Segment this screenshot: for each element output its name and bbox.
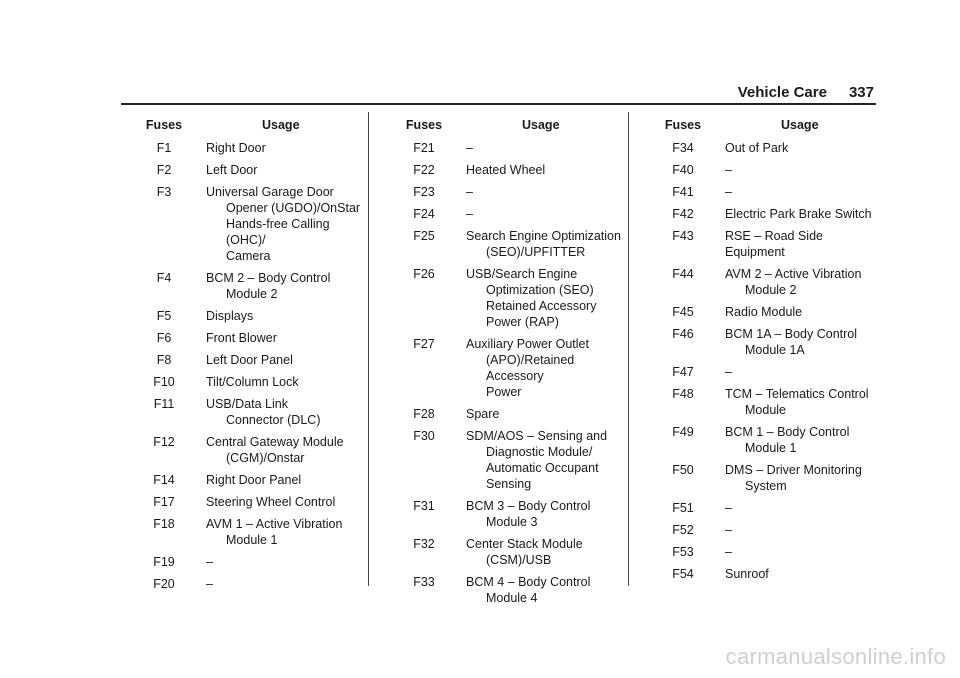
table-row: [398, 428, 623, 492]
fuse-usage: [725, 462, 877, 494]
table-row: [398, 406, 623, 422]
usage-line: (CGM)/Onstar: [226, 451, 305, 465]
usage-line: BCM 3 – Body Control: [466, 499, 591, 513]
fuse-usage: [725, 500, 877, 516]
page-number: 337: [848, 84, 874, 101]
fuse-id: F46: [672, 327, 694, 341]
table-row: [138, 434, 363, 466]
table-row: [138, 576, 363, 592]
usage-line: –: [466, 185, 473, 199]
table-row: [657, 364, 877, 380]
usage-column-header: Usage: [781, 118, 819, 132]
fuse-usage: [466, 140, 623, 156]
table-row: [657, 566, 877, 582]
table-row: [138, 352, 363, 368]
fuse-id: F12: [153, 435, 175, 449]
usage-line: TCM – Telematics Control: [725, 387, 869, 401]
table-row: [657, 184, 877, 200]
fuse-id: F1: [156, 141, 172, 155]
usage-line: Hands-free Calling (OHC)/: [226, 217, 330, 247]
table-row: [398, 336, 623, 400]
fuse-usage: [206, 516, 363, 548]
fuse-id: F8: [156, 353, 172, 367]
table-row: [138, 308, 363, 324]
table-row: [657, 266, 877, 298]
fuse-id: F5: [156, 309, 172, 323]
fuse-usage: [206, 308, 363, 324]
usage-line: (APO)/Retained Accessory: [486, 353, 575, 383]
usage-line: –: [725, 523, 732, 537]
fuse-usage: [206, 162, 363, 178]
table-row: [657, 228, 877, 260]
table-row: [657, 326, 877, 358]
usage-line: System: [745, 479, 787, 493]
fuse-usage: [206, 576, 363, 592]
fuse-usage: [466, 266, 623, 330]
table-row: [398, 266, 623, 330]
usage-line: BCM 1 – Body Control: [725, 425, 850, 439]
usage-line: Right Door Panel: [206, 473, 302, 487]
fuse-id: F52: [672, 523, 694, 537]
fuse-id: F17: [153, 495, 175, 509]
usage-line: Module 1: [226, 533, 278, 547]
fuse-id: F49: [672, 425, 694, 439]
usage-line: Center Stack Module: [466, 537, 583, 551]
usage-line: SDM/AOS – Sensing and: [466, 429, 608, 443]
table-row: [657, 522, 877, 538]
fuse-id: F22: [413, 163, 435, 177]
fuse-usage: [725, 386, 877, 418]
usage-line: Spare: [466, 407, 500, 421]
usage-line: (CSM)/USB: [486, 553, 552, 567]
usage-line: Central Gateway Module: [206, 435, 344, 449]
usage-line: Tilt/Column Lock: [206, 375, 299, 389]
fuse-id: F2: [156, 163, 172, 177]
fuse-id: F33: [413, 575, 435, 589]
usage-line: Heated Wheel: [466, 163, 546, 177]
fuses-column-header: Fuses: [145, 118, 183, 132]
fuse-table-column-1: [138, 117, 363, 598]
table-row: [398, 574, 623, 606]
fuse-usage: [206, 554, 363, 570]
usage-line: –: [206, 555, 213, 569]
column-divider: [628, 112, 629, 586]
usage-line: Auxiliary Power Outlet: [466, 337, 589, 351]
table-row: [657, 386, 877, 418]
fuses-column-header: Fuses: [405, 118, 443, 132]
fuse-usage: [725, 266, 877, 298]
fuses-column-header: Fuses: [664, 118, 702, 132]
fuse-usage: [206, 396, 363, 428]
fuse-id: F48: [672, 387, 694, 401]
fuse-usage: [466, 406, 623, 422]
usage-line: Right Door: [206, 141, 266, 155]
fuse-id: F23: [413, 185, 435, 199]
usage-line: –: [725, 545, 732, 559]
table-row: [398, 184, 623, 200]
watermark: carmanualsonline.info: [725, 644, 946, 669]
table-row: [398, 140, 623, 156]
usage-line: Power (RAP): [486, 315, 559, 329]
usage-line: Module 2: [745, 283, 797, 297]
usage-line: Diagnostic Module/: [486, 445, 593, 459]
fuse-usage: [466, 162, 623, 178]
fuse-id: F6: [156, 331, 172, 345]
fuse-usage: [725, 184, 877, 200]
fuse-usage: [725, 206, 877, 222]
table-row: [657, 304, 877, 320]
usage-line: BCM 4 – Body Control: [466, 575, 591, 589]
fuse-usage: [206, 184, 363, 264]
usage-line: –: [466, 141, 473, 155]
usage-column-header: Usage: [522, 118, 560, 132]
table-row: [398, 228, 623, 260]
usage-line: Connector (DLC): [226, 413, 321, 427]
usage-line: –: [725, 501, 732, 515]
table-row: [398, 536, 623, 568]
fuse-usage: [725, 424, 877, 456]
usage-line: Module 3: [486, 515, 538, 529]
usage-column-header: Usage: [262, 118, 300, 132]
usage-line: Out of Park: [725, 141, 789, 155]
fuse-id: F41: [672, 185, 694, 199]
usage-line: Module: [745, 403, 786, 417]
fuse-id: F4: [156, 271, 172, 285]
usage-line: (SEO)/UPFITTER: [486, 245, 586, 259]
usage-line: BCM 1A – Body Control: [725, 327, 858, 341]
fuse-id: F30: [413, 429, 435, 443]
fuse-id: F20: [153, 577, 175, 591]
fuse-usage: [466, 428, 623, 492]
fuse-id: F10: [153, 375, 175, 389]
fuse-usage: [206, 434, 363, 466]
usage-line: Module 1A: [745, 343, 805, 357]
usage-line: –: [725, 185, 732, 199]
fuse-id: F26: [413, 267, 435, 281]
usage-line: Front Blower: [206, 331, 277, 345]
fuse-id: F44: [672, 267, 694, 281]
fuse-id: F42: [672, 207, 694, 221]
fuse-id: F28: [413, 407, 435, 421]
fuse-id: F54: [672, 567, 694, 581]
usage-line: –: [466, 207, 473, 221]
usage-line: Sensing: [486, 477, 532, 491]
fuse-usage: [725, 304, 877, 320]
fuse-usage: [466, 336, 623, 400]
usage-line: Camera: [226, 249, 271, 263]
table-header: [138, 117, 363, 133]
fuse-id: F24: [413, 207, 435, 221]
fuse-id: F34: [672, 141, 694, 155]
usage-line: Module 2: [226, 287, 278, 301]
usage-line: Optimization (SEO): [486, 283, 594, 297]
table-row: [138, 516, 363, 548]
table-header: [398, 117, 623, 133]
fuse-id: F14: [153, 473, 175, 487]
page-header: [738, 84, 874, 101]
usage-line: Radio Module: [725, 305, 803, 319]
fuse-usage: [725, 162, 877, 178]
table-row: [657, 544, 877, 560]
section-title: Vehicle Care: [737, 84, 827, 101]
fuse-id: F11: [153, 397, 175, 411]
fuse-usage: [725, 326, 877, 358]
usage-line: Retained Accessory: [486, 299, 597, 313]
fuse-id: F19: [153, 555, 175, 569]
fuse-usage: [466, 536, 623, 568]
fuse-id: F21: [413, 141, 435, 155]
table-row: [657, 424, 877, 456]
fuse-id: F45: [672, 305, 694, 319]
table-row: [657, 206, 877, 222]
fuse-usage: [725, 140, 877, 156]
fuse-usage: [466, 498, 623, 530]
usage-line: AVM 2 – Active Vibration: [725, 267, 862, 281]
fuse-id: F47: [672, 365, 694, 379]
usage-line: Left Door: [206, 163, 258, 177]
usage-line: Automatic Occupant: [486, 461, 599, 475]
fuse-usage: [206, 494, 363, 510]
table-row: [398, 206, 623, 222]
usage-line: –: [725, 163, 732, 177]
fuse-usage: [725, 522, 877, 538]
usage-line: Electric Park Brake Switch: [725, 207, 872, 221]
usage-line: –: [725, 365, 732, 379]
fuse-id: F32: [413, 537, 435, 551]
usage-line: Opener (UGDO)/OnStar: [226, 201, 361, 215]
usage-line: BCM 2 – Body Control: [206, 271, 331, 285]
fuse-usage: [466, 206, 623, 222]
fuse-id: F25: [413, 229, 435, 243]
usage-line: Sunroof: [725, 567, 769, 581]
table-row: [398, 498, 623, 530]
fuse-id: F53: [672, 545, 694, 559]
fuse-usage: [206, 472, 363, 488]
usage-line: Displays: [206, 309, 254, 323]
fuse-id: F27: [413, 337, 435, 351]
usage-line: Module 1: [745, 441, 797, 455]
table-row: [657, 140, 877, 156]
usage-line: Power: [486, 385, 522, 399]
table-row: [138, 554, 363, 570]
fuse-usage: [206, 352, 363, 368]
fuse-id: F18: [153, 517, 175, 531]
usage-line: Universal Garage Door: [206, 185, 334, 199]
fuse-id: F51: [672, 501, 694, 515]
fuse-usage: [466, 574, 623, 606]
table-row: [138, 270, 363, 302]
table-row: [138, 472, 363, 488]
usage-line: Search Engine Optimization: [466, 229, 621, 243]
fuse-id: F3: [156, 185, 172, 199]
table-row: [138, 140, 363, 156]
usage-line: RSE – Road Side Equipment: [725, 229, 823, 259]
usage-line: –: [206, 577, 213, 591]
fuse-table-column-2: [398, 117, 623, 612]
fuse-usage: [725, 544, 877, 560]
table-row: [138, 162, 363, 178]
fuse-id: F43: [672, 229, 694, 243]
usage-line: DMS – Driver Monitoring: [725, 463, 862, 477]
table-header: [657, 117, 877, 133]
fuse-id: F40: [672, 163, 694, 177]
table-row: [138, 184, 363, 264]
fuse-usage: [206, 140, 363, 156]
fuse-id: F31: [413, 499, 435, 513]
fuse-usage: [206, 270, 363, 302]
table-row: [657, 500, 877, 516]
fuse-id: F50: [672, 463, 694, 477]
table-row: [398, 162, 623, 178]
fuse-usage: [466, 184, 623, 200]
column-divider: [368, 112, 369, 586]
table-row: [138, 330, 363, 346]
fuse-usage: [206, 374, 363, 390]
usage-line: Left Door Panel: [206, 353, 293, 367]
table-row: [657, 162, 877, 178]
table-row: [138, 374, 363, 390]
usage-line: Steering Wheel Control: [206, 495, 336, 509]
fuse-table-column-3: [657, 117, 877, 588]
table-row: [138, 396, 363, 428]
usage-line: AVM 1 – Active Vibration: [206, 517, 343, 531]
fuse-usage: [725, 566, 877, 582]
fuse-usage: [725, 364, 877, 380]
table-row: [657, 462, 877, 494]
fuse-usage: [466, 228, 623, 260]
fuse-usage: [725, 228, 877, 260]
table-row: [138, 494, 363, 510]
usage-line: Module 4: [486, 591, 538, 605]
header-rule: [121, 103, 876, 105]
fuse-usage: [206, 330, 363, 346]
usage-line: USB/Data Link: [206, 397, 288, 411]
usage-line: USB/Search Engine: [466, 267, 578, 281]
